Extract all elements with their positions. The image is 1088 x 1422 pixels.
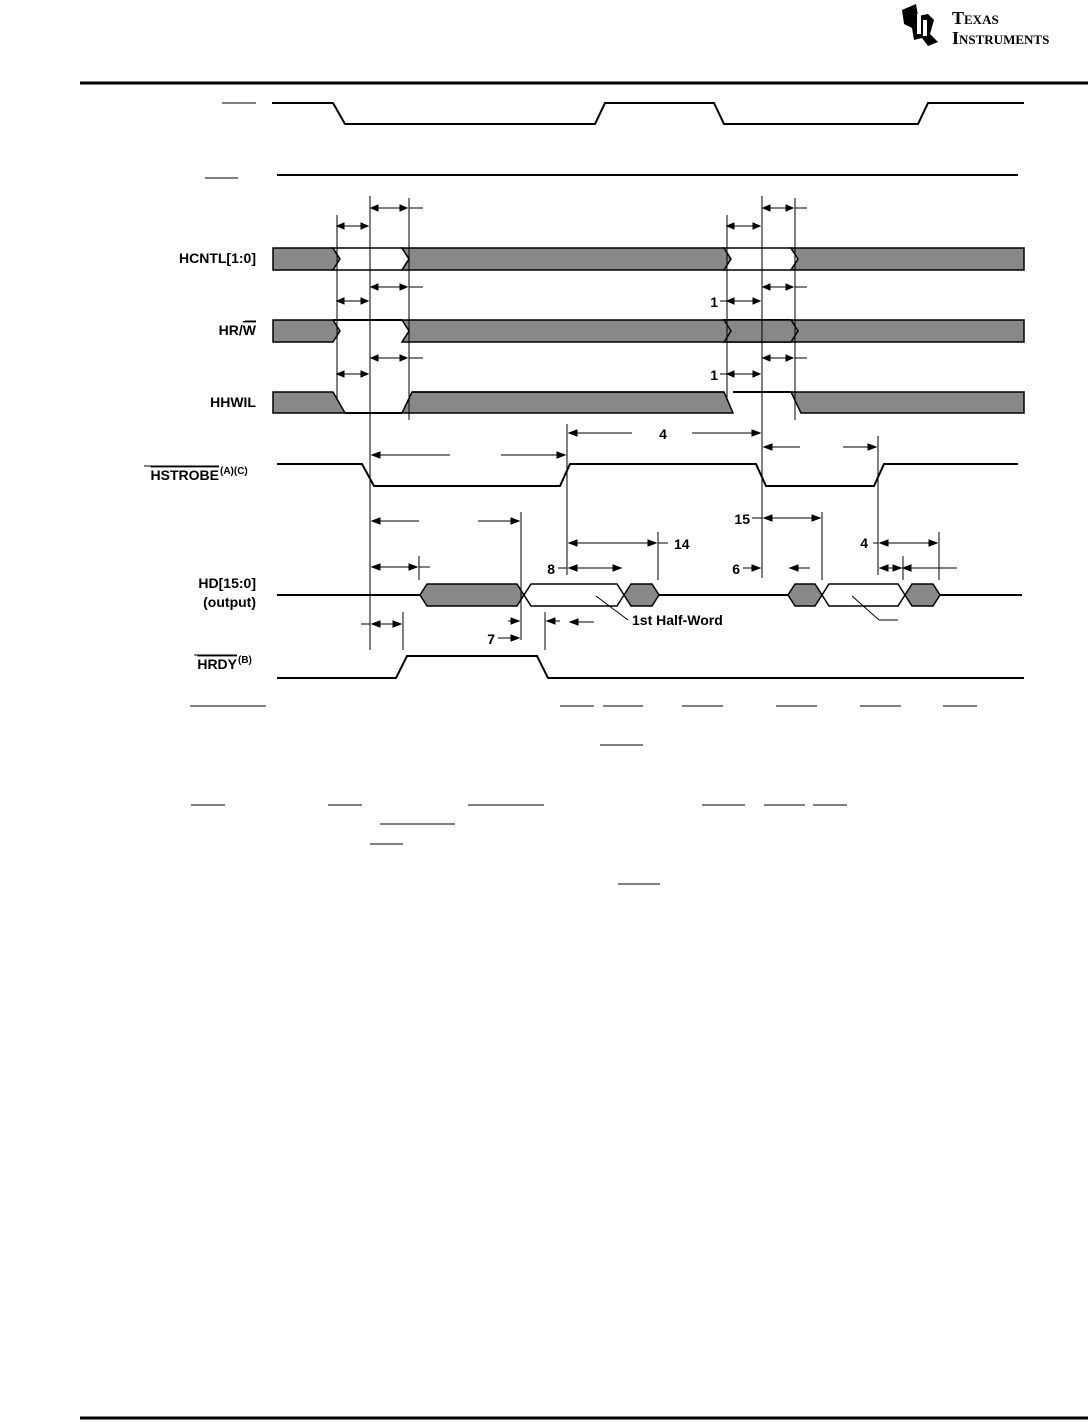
brand-line2: Instruments — [952, 28, 1050, 48]
hd-waveform — [277, 584, 1022, 606]
hhwil-waveform — [273, 392, 1024, 413]
signal-1-waveform — [272, 103, 1024, 124]
footnote-overbars — [190, 706, 977, 884]
hd-label-line1: HD[15:0] — [198, 575, 256, 591]
timing-label-15: 15 — [734, 511, 750, 527]
ti-logo-icon — [902, 4, 938, 46]
timing-label-1a: 1 — [710, 294, 718, 310]
hrdy-superscript: (B) — [238, 655, 252, 666]
hcntl-waveform — [273, 248, 1024, 270]
timing-label-6: 6 — [732, 561, 740, 577]
timing-label-7: 7 — [487, 631, 495, 647]
hhwil-label: HHWIL — [210, 394, 256, 410]
hstrobe-label: HSTROBE — [150, 467, 219, 483]
timing-label-4a: 4 — [659, 426, 667, 442]
hrw-waveform — [273, 320, 1024, 342]
timing-label-4b: 4 — [860, 535, 868, 551]
timing-label-1b: 1 — [710, 367, 718, 383]
hstrobe-superscript: (A)(C) — [220, 466, 248, 477]
hrdy-label: HRDY — [197, 656, 237, 672]
brand-line1: Texas — [952, 8, 999, 28]
hstrobe-waveform — [277, 464, 1018, 486]
timing-label-8: 8 — [547, 561, 555, 577]
timing-label-14: 14 — [674, 536, 690, 552]
hrw-label: HR/W — [218, 322, 256, 338]
first-half-word-annotation: 1st Half-Word — [632, 612, 723, 628]
hrdy-waveform — [277, 656, 1024, 678]
hcntl-label: HCNTL[1:0] — [179, 250, 256, 266]
hd-label-line2: (output) — [203, 594, 256, 610]
